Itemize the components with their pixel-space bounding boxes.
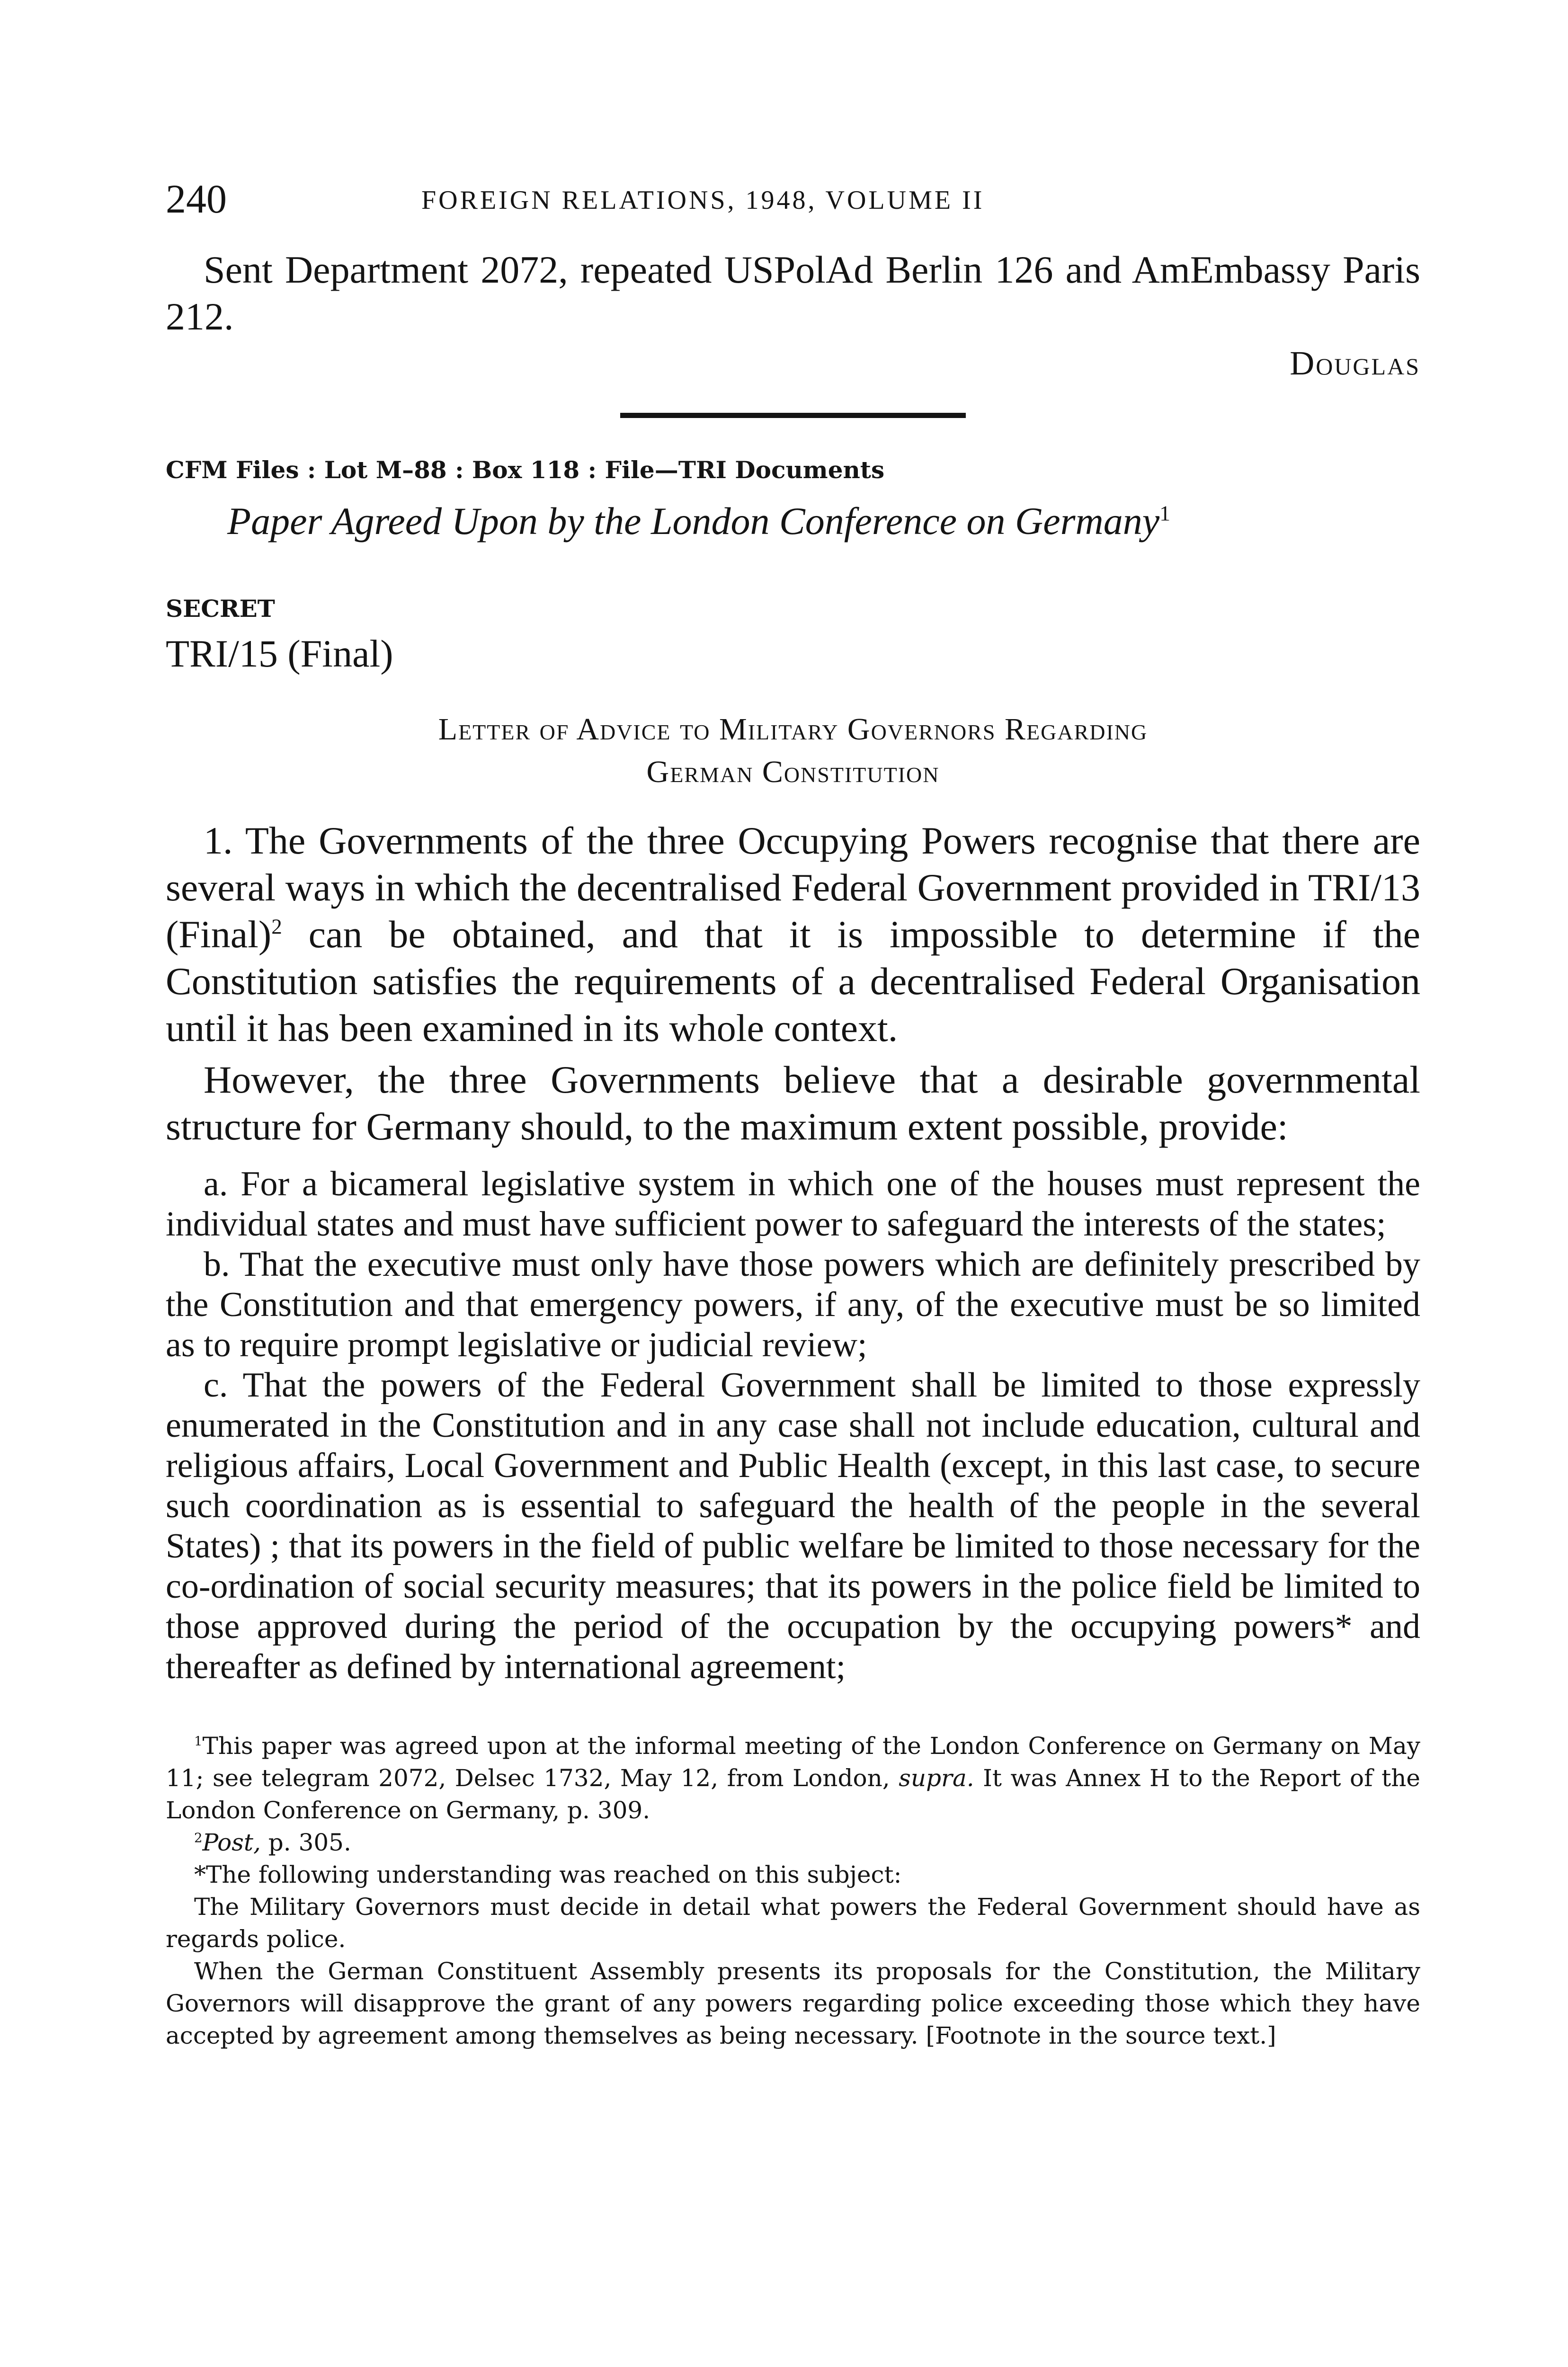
document-page (166, 170, 1420, 2052)
signature: Douglas (1290, 344, 1420, 382)
paragraph-2: However, the three Governments believe that a desirable governmental structure for Germany should, to the maximum extent possible, provide: (166, 1058, 1420, 1148)
footnote-spacer (166, 1687, 1420, 1716)
list-item: a. For a bicameral legislative system in which one of the houses must represent the individual states and must have sufficient power to safeguard the interests of the states; (166, 1165, 1420, 1244)
footnote-1 (166, 1730, 1420, 1826)
footnote-2 (166, 1826, 1420, 1859)
footnote-2-post: Post, (202, 1829, 261, 1856)
paragraph-1 (166, 817, 1420, 1051)
provisions-list (166, 1164, 1420, 1687)
letter-heading-line2: German Constitution (646, 755, 940, 789)
footnote-ref-2: 2 (271, 915, 282, 939)
document-title (227, 495, 1420, 547)
letter-heading (166, 708, 1420, 793)
letter-body (166, 817, 1420, 1150)
footnote-star-p2: When the German Constituent Assembly presents its proposals for the Constitution, the Military Governors will disapprove the grant of any powers regarding police exceeding those which they have accepted by agreement among themselves as being necessary. [Footnote in the source text.] (166, 1958, 1420, 2049)
footnote-ref-1: 1 (1159, 501, 1171, 525)
footnote-1-mark: 1 (194, 1734, 203, 1749)
running-head (166, 170, 1420, 227)
list-item: b. That the executive must only have those powers which are definitely prescribed by the Constitution and that emergency powers, if any, of the executive must be so limited as to require prompt legislative or judicial review; (166, 1245, 1420, 1364)
letter-heading-line1: Letter of Advice to Military Governors Regarding (438, 712, 1148, 747)
closing-block (166, 246, 1420, 387)
document-number: TRI/15 (Final) (166, 632, 393, 675)
classification: SECRET (166, 595, 275, 623)
page-number: 240 (166, 176, 227, 222)
running-title: FOREIGN RELATIONS, 1948, VOLUME II (421, 186, 985, 215)
document-title-text: Paper Agreed Upon by the London Conference on Germany (227, 499, 1160, 543)
paragraph-1-part-b: can be obtained, and that it is impossible to determine if the Constitution satisfies the requirements of a decentralised Federal Organisation until it has been examined in its whole context. (166, 913, 1420, 1050)
list-item: c. That the powers of the Federal Government shall be limited to those expressly enumerated in the Constitution and in any case shall not include education, cultural and religious affairs, Local Government and Public Health (except, in this last case, to secure such coordination as is essential to safeguard the health of the people in the several States) ; that its powers in the field of public welfare be limited to those necessary for the co-ordination of social security measures; that its powers in the police field be limited to those approved during the period of the occupation by the occupying powers* and thereafter as defined by international agreement; (166, 1366, 1420, 1686)
footnote-2-mark: 2 (194, 1830, 203, 1846)
footnotes (166, 1730, 1420, 2052)
section-divider (620, 413, 966, 418)
footnote-1-supra: supra. (899, 1764, 974, 1792)
paragraph-1-part-a: 1. The Governments of the three Occupying Powers recognise that there are several ways in which the decentralised Federal Government provided in TRI/13 (Final) (166, 819, 1420, 956)
closing-text: Sent Department 2072, repeated USPolAd Berlin 126 and AmEmbassy Paris 212. (166, 248, 1420, 338)
footnote-star-p1: The Military Governors must decide in detail what powers the Federal Government should have as regards police. (166, 1893, 1420, 1953)
source-citation: CFM Files : Lot M–88 : Box 118 : File—TRI Documents (166, 456, 885, 484)
footnote-1-text-b: It was Annex H to the Report of the London Conference on Germany, p. 309. (166, 1764, 1420, 1824)
footnote-2-ref: p. 305. (260, 1829, 351, 1856)
footnote-star-intro: *The following understanding was reached on this subject: (194, 1861, 902, 1888)
footnote-1-text-a: This paper was agreed upon at the informal meeting of the London Conference on Germany on May 11; see telegram 2072, Delsec 1732, May 12, from London, (166, 1732, 1420, 1792)
